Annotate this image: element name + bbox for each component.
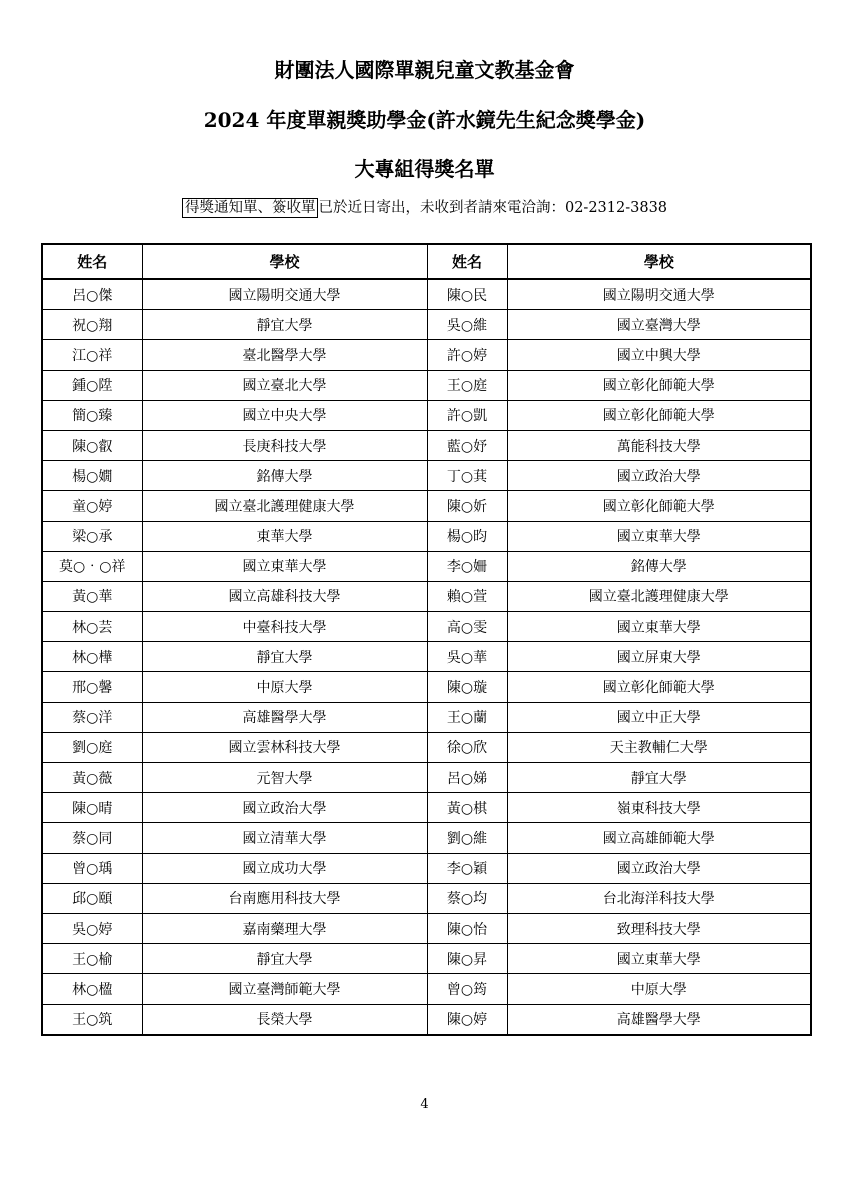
table-row [42,823,811,853]
cell-school-left: 國立陽明交通大學 [142,279,427,310]
cell-school-right: 國立政治大學 [507,461,811,491]
table-row [42,581,811,611]
cell-name-left: 黃○薇 [42,763,142,793]
cell-name-left: 林○楹 [42,974,142,1004]
table-row [42,370,811,400]
cell-school-right: 台北海洋科技大學 [507,883,811,913]
page-number: 4 [420,1097,429,1112]
cell-school-left: 靜宜大學 [142,642,427,672]
table-row [42,974,811,1004]
cell-school-left: 國立中央大學 [142,400,427,430]
cell-name-right: 王○蘭 [427,702,507,732]
table-row [42,1004,811,1035]
cell-name-right: 陳○婷 [427,1004,507,1035]
cell-school-left: 靜宜大學 [142,310,427,340]
cell-name-right: 呂○娣 [427,763,507,793]
table-row [42,642,811,672]
table-row [42,400,811,430]
cell-school-left: 長榮大學 [142,1004,427,1035]
cell-name-left: 黃○華 [42,581,142,611]
cell-name-right: 王○庭 [427,370,507,400]
cell-school-right: 國立中正大學 [507,702,811,732]
table-row [42,461,811,491]
cell-name-right: 丁○萁 [427,461,507,491]
table-row [42,551,811,581]
table-row [42,853,811,883]
cell-name-left: 梁○承 [42,521,142,551]
cell-school-right: 國立高雄師範大學 [507,823,811,853]
cell-school-right: 國立陽明交通大學 [507,279,811,310]
cell-school-left: 國立高雄科技大學 [142,581,427,611]
cell-name-right: 吳○華 [427,642,507,672]
table-row [42,883,811,913]
cell-school-right: 國立彰化師範大學 [507,370,811,400]
table-row [42,430,811,460]
cell-school-right: 致理科技大學 [507,913,811,943]
cell-name-right: 陳○妡 [427,491,507,521]
table-row [42,340,811,370]
cell-school-right: 中原大學 [507,974,811,1004]
cell-school-left: 台南應用科技大學 [142,883,427,913]
cell-name-right: 曾○筠 [427,974,507,1004]
cell-school-left: 靜宜大學 [142,944,427,974]
cell-name-left: 蔡○洋 [42,702,142,732]
cell-school-left: 國立東華大學 [142,551,427,581]
cell-name-right: 劉○維 [427,823,507,853]
header-school-right: 學校 [507,244,811,279]
cell-school-left: 銘傳大學 [142,461,427,491]
table-row [42,763,811,793]
table-row [42,310,811,340]
table-header-row [42,244,811,279]
cell-name-right: 蔡○均 [427,883,507,913]
cell-name-left: 楊○嫺 [42,461,142,491]
cell-name-left: 莫○‧○祥 [42,551,142,581]
cell-name-left: 王○榆 [42,944,142,974]
cell-name-right: 賴○萱 [427,581,507,611]
cell-name-right: 藍○妤 [427,430,507,460]
cell-school-right: 嶺東科技大學 [507,793,811,823]
cell-school-right: 銘傳大學 [507,551,811,581]
cell-name-left: 陳○晴 [42,793,142,823]
notice-text: 已於近日寄出，未收到者請來電洽詢：02-2312-3838 [318,200,668,216]
cell-name-left: 邱○頤 [42,883,142,913]
cell-name-right: 吳○維 [427,310,507,340]
cell-school-left: 東華大學 [142,521,427,551]
notice-line [0,196,849,217]
header-name-left: 姓名 [42,244,142,279]
cell-name-left: 劉○庭 [42,732,142,762]
cell-school-left: 國立政治大學 [142,793,427,823]
cell-school-left: 國立臺北護理健康大學 [142,491,427,521]
cell-school-right: 國立東華大學 [507,521,811,551]
cell-name-right: 許○婷 [427,340,507,370]
cell-name-right: 陳○昇 [427,944,507,974]
cell-school-left: 長庚科技大學 [142,430,427,460]
table-row [42,702,811,732]
cell-name-left: 吳○婷 [42,913,142,943]
cell-school-right: 靜宜大學 [507,763,811,793]
cell-name-left: 祝○翔 [42,310,142,340]
cell-school-right: 高雄醫學大學 [507,1004,811,1035]
cell-school-right: 國立東華大學 [507,612,811,642]
cell-school-right: 國立屏東大學 [507,642,811,672]
program-title: 2024 年度單親獎助學金(許水鏡先生紀念獎學金) [203,108,646,132]
cell-school-left: 臺北醫學大學 [142,340,427,370]
header-school-left: 學校 [142,244,427,279]
cell-school-left: 中臺科技大學 [142,612,427,642]
cell-name-right: 許○凱 [427,400,507,430]
cell-name-left: 林○樺 [42,642,142,672]
cell-name-right: 黃○棋 [427,793,507,823]
cell-school-right: 國立彰化師範大學 [507,491,811,521]
cell-school-left: 高雄醫學大學 [142,702,427,732]
notice-boxed-text: 得獎通知單、簽收單 [182,198,319,218]
table-row [42,913,811,943]
cell-name-left: 鍾○陞 [42,370,142,400]
cell-school-right: 國立彰化師範大學 [507,400,811,430]
cell-name-right: 李○姍 [427,551,507,581]
list-title: 大專組得獎名單 [354,157,495,181]
cell-name-left: 童○婷 [42,491,142,521]
table-row [42,279,811,310]
cell-name-left: 蔡○同 [42,823,142,853]
cell-name-left: 邢○馨 [42,672,142,702]
organization-title: 財團法人國際單親兒童文教基金會 [274,58,575,82]
cell-school-left: 國立雲林科技大學 [142,732,427,762]
cell-name-left: 王○筑 [42,1004,142,1035]
table-row [42,521,811,551]
cell-name-right: 陳○怡 [427,913,507,943]
cell-school-left: 國立臺北大學 [142,370,427,400]
cell-name-right: 陳○璇 [427,672,507,702]
cell-name-right: 李○穎 [427,853,507,883]
table-row [42,491,811,521]
cell-name-right: 陳○民 [427,279,507,310]
header-name-right: 姓名 [427,244,507,279]
cell-school-right: 國立彰化師範大學 [507,672,811,702]
cell-school-left: 國立臺灣師範大學 [142,974,427,1004]
cell-school-right: 國立中興大學 [507,340,811,370]
cell-school-left: 元智大學 [142,763,427,793]
table-row [42,732,811,762]
cell-name-left: 曾○瑀 [42,853,142,883]
cell-name-left: 江○祥 [42,340,142,370]
cell-name-left: 林○芸 [42,612,142,642]
cell-school-right: 國立東華大學 [507,944,811,974]
cell-school-right: 國立政治大學 [507,853,811,883]
cell-school-left: 國立清華大學 [142,823,427,853]
cell-name-right: 徐○欣 [427,732,507,762]
table-row [42,612,811,642]
cell-school-right: 國立臺北護理健康大學 [507,581,811,611]
cell-name-left: 呂○傑 [42,279,142,310]
cell-name-right: 楊○昀 [427,521,507,551]
cell-name-right: 高○雯 [427,612,507,642]
cell-name-left: 簡○臻 [42,400,142,430]
table-row [42,793,811,823]
cell-school-left: 中原大學 [142,672,427,702]
cell-school-right: 萬能科技大學 [507,430,811,460]
cell-school-right: 國立臺灣大學 [507,310,811,340]
cell-school-left: 國立成功大學 [142,853,427,883]
awardee-table [41,243,812,1036]
table-row [42,672,811,702]
cell-name-left: 陳○叡 [42,430,142,460]
table-row [42,944,811,974]
cell-school-right: 天主教輔仁大學 [507,732,811,762]
cell-school-left: 嘉南藥理大學 [142,913,427,943]
